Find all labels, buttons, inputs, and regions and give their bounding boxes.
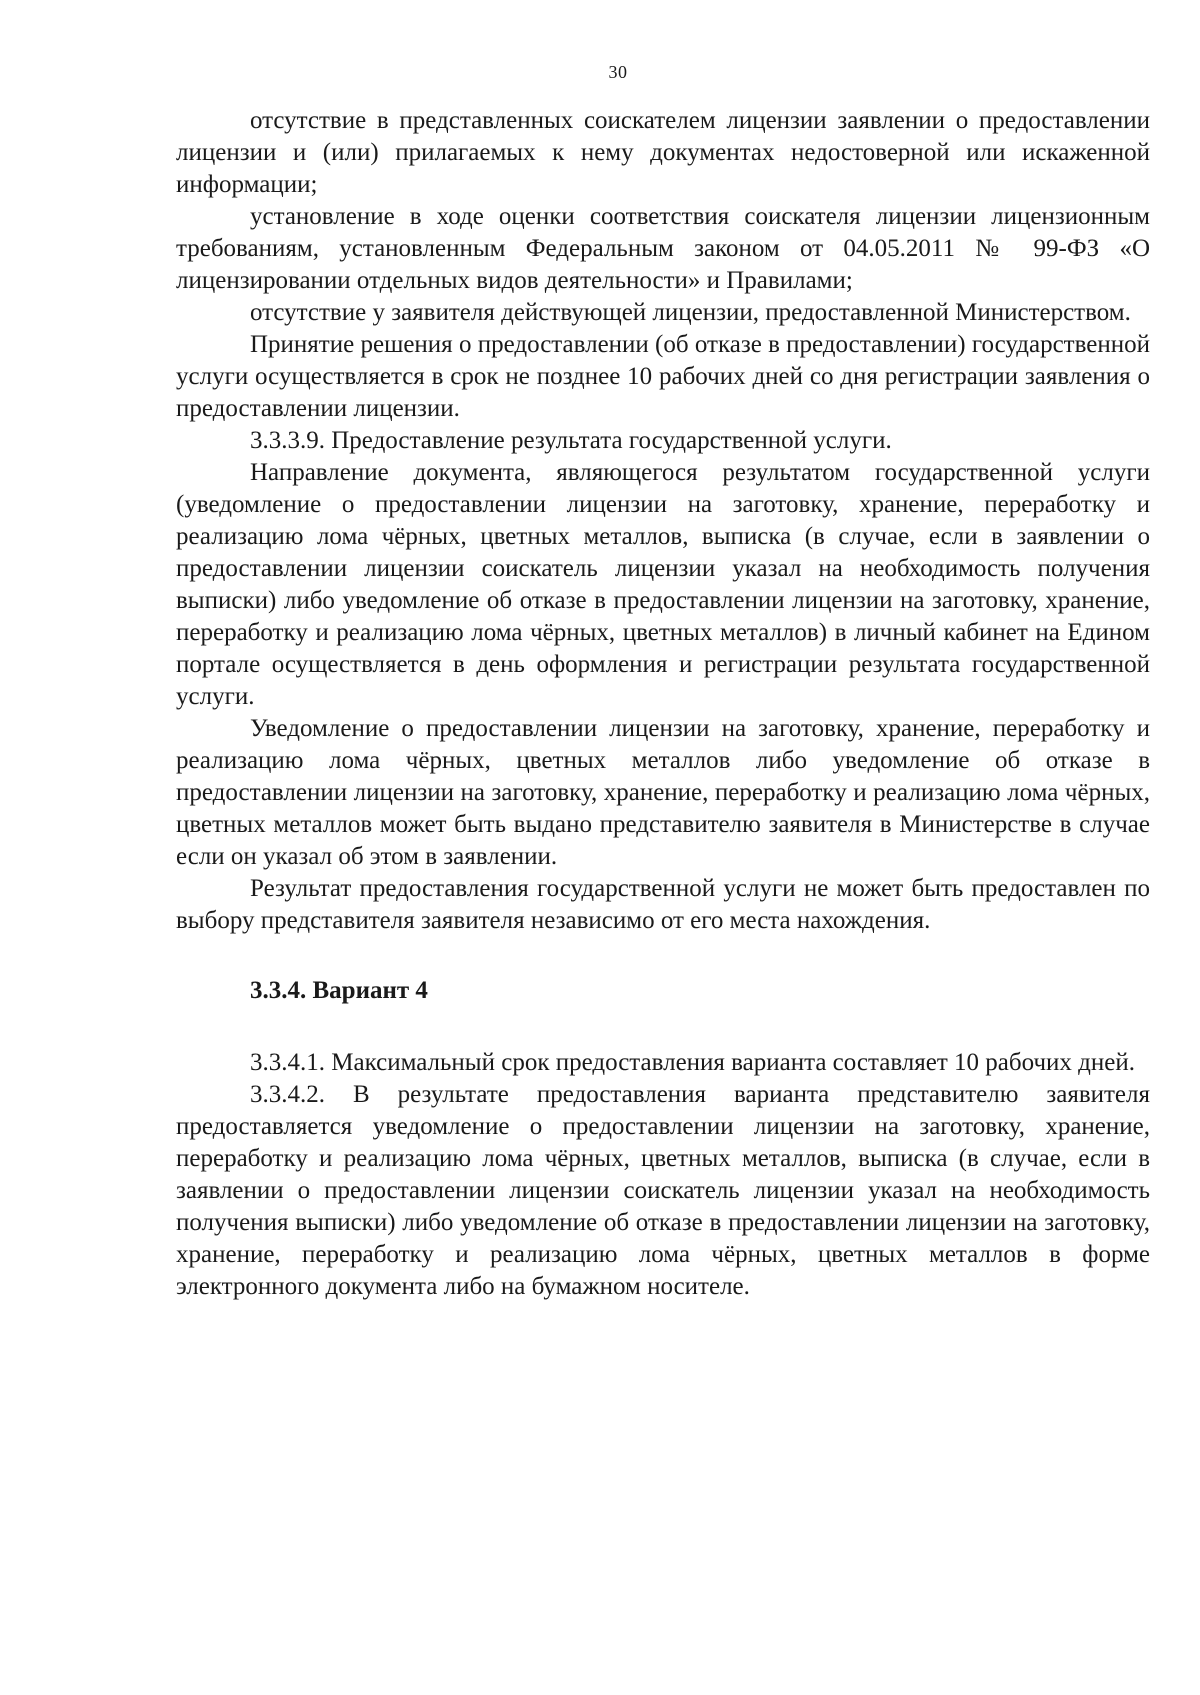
paragraph: установление в ходе оценки соответствия соискателя лицензии лицензионным требованиям, установленным Федеральным законом от 04.05.2011 № 99-ФЗ «О лицензировании отдельных видов деятельности» и Правилами; xyxy=(176,203,1150,294)
paragraph: Принятие решения о предоставлении (об отказе в предоставлении) государственной услуги осуществляется в срок не позднее 10 рабочих дней со дня регистрации заявления о предоставлении лицензии. xyxy=(176,331,1150,422)
paragraph: Направление документа, являющегося результатом государственной услуги (уведомление о предоставлении лицензии на заготовку, хранение, переработку и реализацию лома чёрных, цветных металлов, выписка (в случае, если в заявлении о предоставлении лицензии соискатель лицензии указал на необходимость получения выписки) либо уведомление об отказе в предоставлении лицензии на заготовку, хранение, переработку и реализацию лома чёрных, цветных металлов) в личный кабинет на Едином портале осуществляется в день оформления и регистрации результата государственной услуги. xyxy=(176,459,1150,710)
document-body xyxy=(176,105,1150,1303)
paragraph: отсутствие у заявителя действующей лицензии, предоставленной Министерством. xyxy=(250,299,1131,326)
paragraph: отсутствие в представленных соискателем лицензии заявлении о предоставлении лицензии и (или) прилагаемых к нему документах недостоверной или искаженной информации; xyxy=(176,107,1150,198)
paragraph: Результат предоставления государственной услуги не может быть предоставлен по выбору представителя заявителя независимо от его места нахождения. xyxy=(176,875,1150,934)
section-heading: 3.3.4. Вариант 4 xyxy=(250,977,428,1004)
paragraph: Уведомление о предоставлении лицензии на заготовку, хранение, переработку и реализацию лома чёрных, цветных металлов либо уведомление об отказе в предоставлении лицензии на заготовку, хранение, переработку и реализацию лома чёрных, цветных металлов может быть выдано представителю заявителя в Министерстве в случае если он указал об этом в заявлении. xyxy=(176,715,1150,870)
subsection-title: 3.3.3.9. Предоставление результата государственной услуги. xyxy=(250,427,892,454)
paragraph: 3.3.4.1. Максимальный срок предоставления варианта составляет 10 рабочих дней. xyxy=(250,1049,1135,1076)
page-number: 30 xyxy=(608,62,628,82)
paragraph: 3.3.4.2. В результате предоставления варианта представителю заявителя предоставляется уведомление о предоставлении лицензии на заготовку, хранение, переработку и реализацию лома чёрных, цветных металлов, выписка (в случае, если в заявлении о предоставлении лицензии соискатель лицензии указал на необходимость получения выписки) либо уведомление об отказе в предоставлении лицензии на заготовку, хранение, переработку и реализацию лома чёрных, цветных металлов в форме электронного документа либо на бумажном носителе. xyxy=(176,1081,1150,1300)
